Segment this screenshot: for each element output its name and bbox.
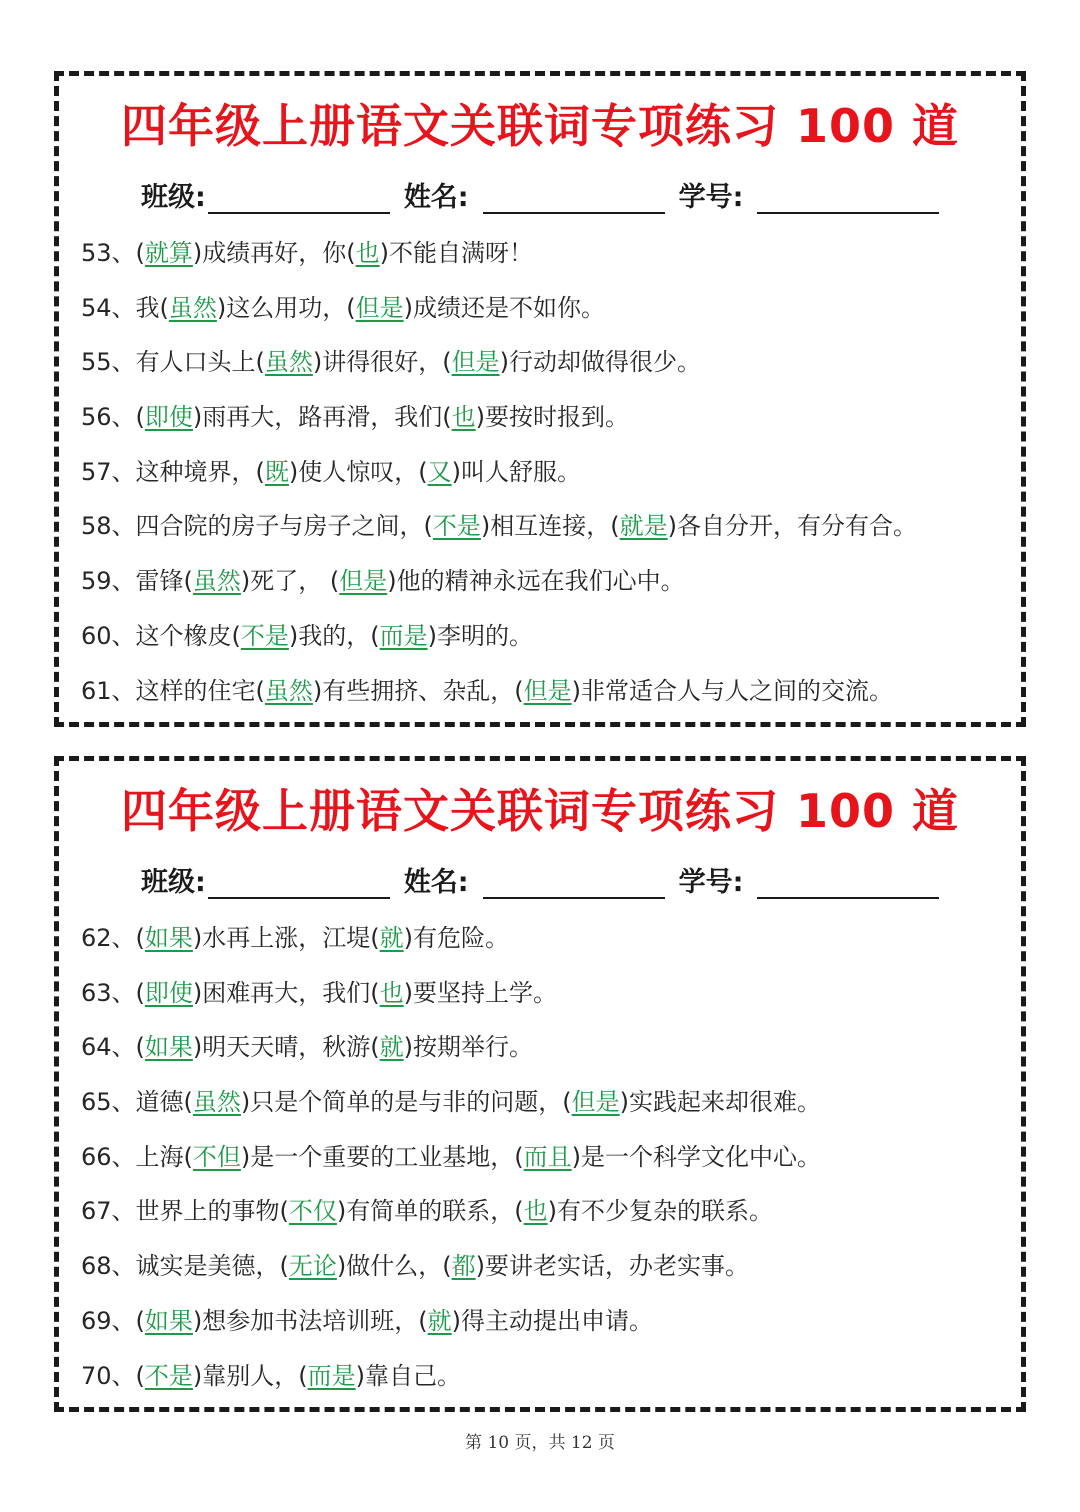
answer-word: 虽然 [264, 348, 313, 377]
answer-word: 虽然 [168, 293, 217, 322]
answer-word: 但是 [571, 1088, 620, 1117]
question-text: )想参加书法培训班，( [192, 1306, 428, 1335]
question-text: )各自分开，有分有合。 [667, 512, 918, 541]
question-text: 54、我( [81, 293, 169, 322]
question-text: 59、雷锋( [81, 567, 193, 596]
answer-word: 虽然 [192, 1088, 241, 1117]
question-text: 62、( [81, 924, 145, 952]
answer-word: 如果 [144, 1033, 193, 1062]
worksheet-card-2 [54, 756, 1026, 1412]
question-text: )得主动提出申请。 [451, 1306, 654, 1335]
answer-word: 如果 [144, 924, 193, 952]
question-item [81, 390, 917, 445]
worksheet-title: 四年级上册语文关联词专项练习 100 道 [120, 784, 960, 838]
question-item [81, 1020, 821, 1075]
question-text: 57、这种境界，( [81, 457, 265, 486]
question-text: )要坚持上学。 [403, 978, 558, 1007]
question-text: 60、这个橡皮( [81, 621, 241, 650]
answer-word: 不是 [240, 621, 289, 650]
question-text: 68、诚实是美德，( [81, 1252, 289, 1281]
question-item [81, 1075, 821, 1130]
question-item [81, 281, 917, 336]
question-text: 56、( [81, 403, 145, 432]
answer-word: 就是 [619, 512, 668, 541]
answer-word: 也 [355, 239, 380, 267]
answer-word: 不仅 [288, 1197, 337, 1226]
question-text: )成绩再好，你( [192, 239, 356, 267]
answer-word: 就 [379, 924, 404, 952]
question-item [81, 664, 917, 719]
name-field-line[interactable] [483, 182, 665, 214]
question-item [81, 609, 917, 664]
question-text: 53、( [81, 239, 145, 267]
question-text: )死了， ( [240, 567, 340, 596]
question-text: )叫人舒服。 [451, 457, 582, 486]
question-item [81, 226, 917, 281]
question-item [81, 1294, 821, 1349]
question-text: )我的，( [288, 621, 380, 650]
answer-word: 而是 [307, 1361, 356, 1390]
question-text: )水再上涨，江堤( [192, 924, 380, 952]
question-text: )要按时报到。 [475, 403, 630, 432]
question-text: )靠别人，( [192, 1361, 308, 1390]
question-text: 67、世界上的事物( [81, 1197, 289, 1226]
answer-word: 也 [523, 1197, 548, 1226]
question-text: 58、四合院的房子与房子之间，( [81, 512, 433, 541]
class-field-line[interactable] [208, 182, 390, 214]
question-text: )有危险。 [403, 924, 510, 952]
student-number-field-line[interactable] [757, 867, 939, 899]
student-number-field-line[interactable] [757, 182, 939, 214]
question-text: )他的精神永远在我们心中。 [387, 567, 685, 596]
answer-word: 如果 [144, 1306, 193, 1335]
question-text: )按期举行。 [403, 1033, 534, 1062]
answer-word: 但是 [451, 348, 500, 377]
question-text: )成绩还是不如你。 [403, 293, 606, 322]
question-text: )行动却做得很少。 [499, 348, 702, 377]
student-info-row [141, 859, 939, 899]
question-text: 63、( [81, 978, 145, 1007]
question-text: )李明的。 [427, 621, 534, 650]
name-label: 姓名: [403, 867, 469, 898]
question-text: 61、这样的住宅( [81, 676, 265, 705]
question-text: )相互连接，( [480, 512, 620, 541]
question-text: )做什么，( [336, 1252, 452, 1281]
class-field-line[interactable] [208, 867, 390, 899]
name-field-line[interactable] [483, 867, 665, 899]
answer-word: 无论 [288, 1252, 337, 1281]
question-text: )非常适合人与人之间的交流。 [571, 676, 894, 705]
answer-word: 就 [379, 1033, 404, 1062]
question-item [81, 554, 917, 609]
question-text: 66、上海( [81, 1142, 193, 1171]
question-item [81, 1239, 821, 1294]
question-text: )有些拥挤、杂乱，( [312, 676, 524, 705]
class-label: 班级: [141, 867, 206, 898]
worksheet-title: 四年级上册语文关联词专项练习 100 道 [120, 99, 960, 153]
page-footer: 第 10 页，共 12 页 [465, 1433, 615, 1453]
question-text: )这么用功，( [216, 293, 356, 322]
question-text: )只是个简单的是与非的问题，( [240, 1088, 572, 1117]
question-text: 64、( [81, 1033, 145, 1062]
question-text: )困难再大，我们( [192, 978, 380, 1007]
student-info-row [141, 174, 939, 214]
answer-word: 都 [451, 1252, 476, 1281]
answer-word: 而是 [379, 621, 428, 650]
answer-word: 即使 [144, 978, 193, 1007]
question-text: )雨再大，路再滑，我们( [192, 403, 452, 432]
student-number-label: 学号: [678, 182, 744, 213]
answer-word: 不是 [432, 512, 481, 541]
answer-word: 即使 [144, 403, 193, 432]
question-text: )是一个科学文化中心。 [571, 1142, 822, 1171]
question-text: )使人惊叹，( [288, 457, 428, 486]
question-text: )有不少复杂的联系。 [547, 1197, 774, 1226]
question-item [81, 1184, 821, 1239]
answer-word: 而且 [523, 1142, 572, 1171]
question-text: )靠自己。 [355, 1361, 462, 1390]
question-item [81, 499, 917, 554]
answer-word: 但是 [339, 567, 388, 596]
question-item [81, 1130, 821, 1185]
answer-word: 就 [427, 1306, 452, 1335]
answer-word: 又 [427, 457, 452, 486]
answer-word: 也 [451, 403, 476, 432]
question-text: 55、有人口头上( [81, 348, 265, 377]
question-text: )不能自满呀！ [379, 239, 534, 267]
answer-word: 不但 [192, 1142, 241, 1171]
question-item [81, 1349, 821, 1404]
worksheet-card-1 [54, 71, 1026, 727]
name-label: 姓名: [403, 182, 469, 213]
question-text: )明天天晴，秋游( [192, 1033, 380, 1062]
question-item [81, 966, 821, 1021]
question-text: )实践起来却很难。 [619, 1088, 822, 1117]
question-text: )讲得很好，( [312, 348, 452, 377]
question-list [81, 226, 917, 718]
question-item [81, 445, 917, 500]
class-label: 班级: [141, 182, 206, 213]
question-item [81, 911, 821, 966]
question-list [81, 911, 821, 1403]
answer-word: 不是 [144, 1361, 193, 1390]
question-item [81, 335, 917, 390]
answer-word: 虽然 [192, 567, 241, 596]
student-number-label: 学号: [678, 867, 744, 898]
question-text: )有简单的联系，( [336, 1197, 524, 1226]
answer-word: 就算 [144, 239, 193, 267]
answer-word: 但是 [355, 293, 404, 322]
answer-word: 虽然 [264, 676, 313, 705]
question-text: )要讲老实话，办老实事。 [475, 1252, 750, 1281]
answer-word: 也 [379, 978, 404, 1007]
question-text: 70、( [81, 1361, 145, 1390]
question-text: 65、道德( [81, 1088, 193, 1117]
answer-word: 既 [264, 457, 289, 486]
answer-word: 但是 [523, 676, 572, 705]
question-text: )是一个重要的工业基地，( [240, 1142, 524, 1171]
question-text: 69、( [81, 1306, 145, 1335]
